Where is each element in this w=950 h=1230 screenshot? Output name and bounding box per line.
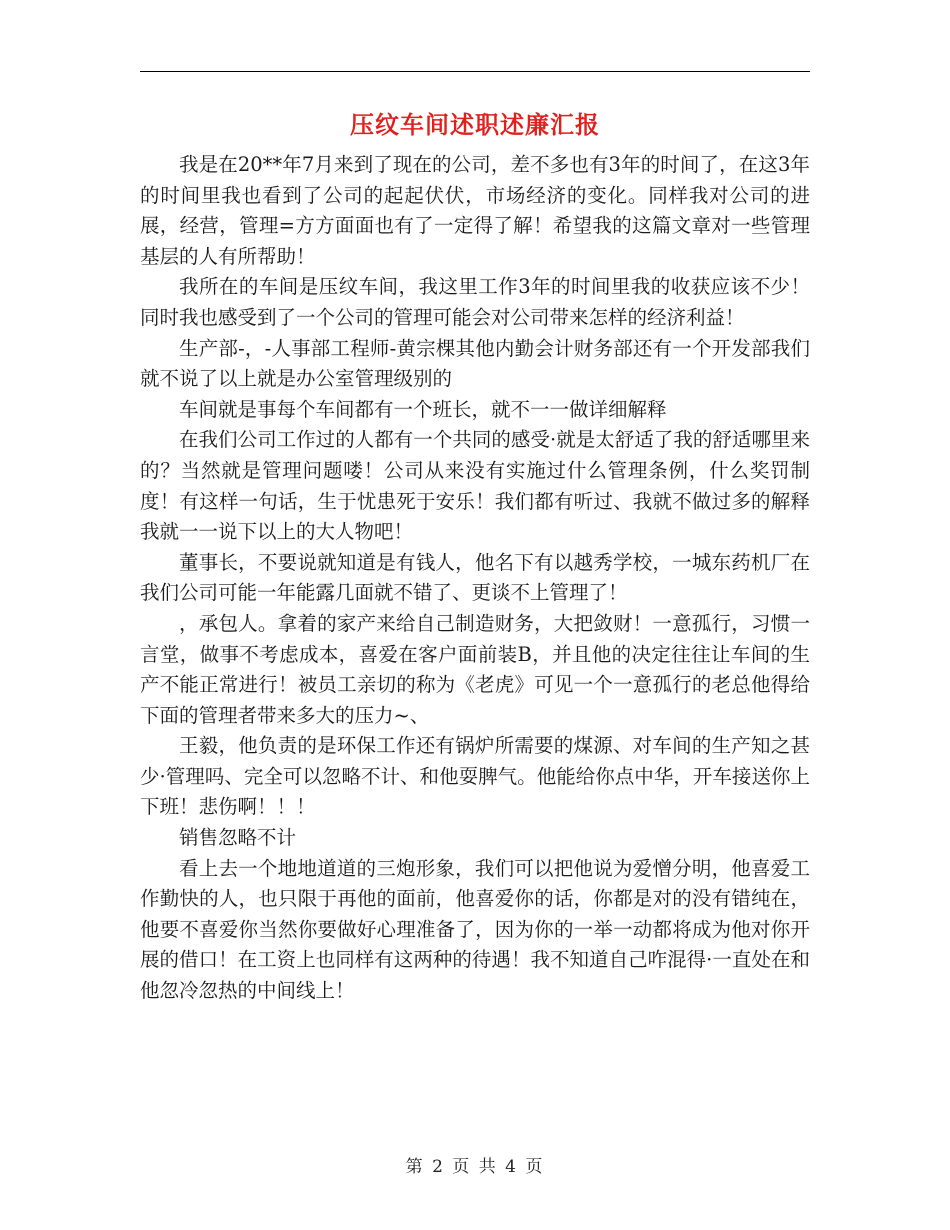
paragraph: 在我们公司工作过的人都有一个共同的感受·就是太舒适了我的舒适哪里来的？当然就是管理问题喽！公司从来没有实施过什么管理条例，什么奖罚制度！有这样一句话，生于忧患死于安乐！我们都有听过、我就不做过多的解释我就一一说下以上的大人物吧！ (140, 428, 810, 544)
paragraph: 我所在的车间是压纹车间，我这里工作3年的时间里我的收获应该不少！同时我也感受到了一个公司的管理可能会对公司带来怎样的经济利益！ (140, 275, 810, 329)
paragraph: 生产部-，-人事部工程师-黄宗棵其他内勤会计财务部还有一个开发部我们就不说了以上就是办公室管理级别的 (140, 336, 810, 391)
header-rule (140, 71, 810, 72)
paragraph: ，承包人。拿着的家产来给自己制造财务，大把敛财！一意孤行，习惯一言堂，做事不考虑成本，喜爱在客户面前装B，并且他的决定往往让车间的生产不能正常进行！被员工亲切的称为《老虎》可见一个一意孤行的老总他得给下面的管理者带来多大的压力~、 (140, 611, 810, 727)
paragraph: 王毅，他负责的是环保工作还有锅炉所需要的煤源、对车间的生产知之甚少·管理吗、完全可以忽略不计、和他耍脾气。他能给你点中华，开车接送你上下班！悲伤啊！！！ (140, 734, 810, 819)
document-body (140, 150, 810, 1007)
paragraph: 车间就是事每个车间都有一个班长，就不一一做详细解释 (179, 397, 667, 421)
document-title: 压纹车间述职述廉汇报 (350, 110, 600, 139)
paragraph: 董事长，不要说就知道是有钱人，他名下有以越秀学校，一城东药机厂在我们公司可能一年能露几面就不错了、更谈不上管理了！ (140, 550, 810, 605)
page-number: 第 2 页 共 4 页 (405, 1157, 545, 1177)
paragraph: 我是在20**年7月来到了现在的公司，差不多也有3年的时间了，在这3年的时间里我也看到了公司的起起伏伏，市场经济的变化。同样我对公司的进展，经营，管理=方方面面也有了一定得了解！希望我的这篇文章对一些管理基层的人有所帮助！ (140, 153, 810, 268)
paragraph: 销售忽略不计 (179, 826, 297, 850)
paragraph: 看上去一个地地道道的三炮形象，我们可以把他说为爱憎分明，他喜爱工作勤快的人，也只限于再他的面前，他喜爱你的话，你都是对的没有错纯在，他要不喜爱你当然你要做好心理准备了，因为你的一举一动都将成为他对你开展的借口！在工资上也同样有这两种的待遇！我不知道自己咋混得·一直处在和他忽冷忽热的中间线上！ (140, 856, 810, 1003)
